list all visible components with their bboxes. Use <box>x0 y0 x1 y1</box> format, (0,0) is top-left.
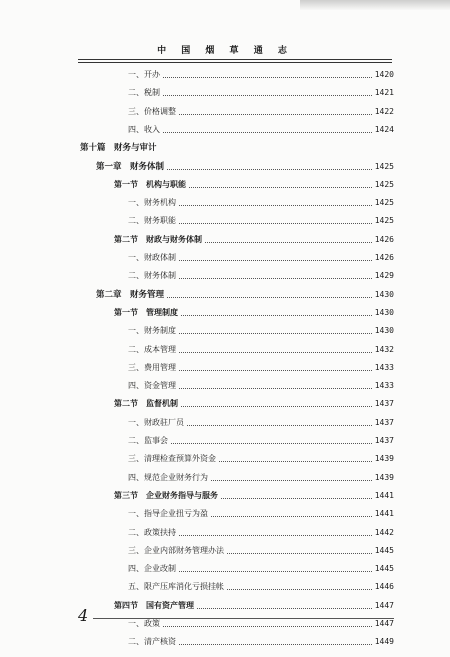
leader-dots <box>171 443 372 444</box>
leader-dots <box>179 370 372 371</box>
leader-dots <box>197 608 372 609</box>
leader-dots <box>179 114 372 115</box>
toc-entry-label: 二、成本管理 <box>128 345 176 354</box>
toc-entry-page: 1442 <box>374 528 394 537</box>
toc-entry-label: 二、财务职能 <box>128 216 176 225</box>
leader-dots <box>227 553 372 554</box>
toc-entry-chapter <box>96 162 394 172</box>
toc-entry-page: 1424 <box>374 125 394 134</box>
toc-entry-item <box>128 473 394 483</box>
toc-entry-item <box>128 546 394 556</box>
leader-dots <box>179 388 372 389</box>
toc-entry-item <box>128 564 394 574</box>
toc-entry-item <box>128 418 394 428</box>
toc-entry-label: 第一节 管理制度 <box>114 308 178 317</box>
leader-dots <box>167 297 372 298</box>
toc-entry-label: 二、清产核资 <box>128 637 176 646</box>
toc-entry-page: 1425 <box>374 216 394 225</box>
toc-entry-item <box>128 436 394 446</box>
toc-entry-label: 一、财务机构 <box>128 198 176 207</box>
toc-entry-page: 1430 <box>374 326 394 335</box>
toc-entry-label: 四、收入 <box>128 125 160 134</box>
toc-entry-label: 三、企业内部财务管理办法 <box>128 546 224 555</box>
toc-entry-item <box>128 216 394 226</box>
leader-dots <box>211 516 372 517</box>
toc-entry-label: 第四节 国有资产管理 <box>114 601 194 610</box>
toc-entry-item <box>128 253 394 263</box>
toc-entry-chapter <box>96 290 394 300</box>
running-header: 中 国 烟 草 通 志 <box>157 46 293 56</box>
toc-entry-item <box>128 345 394 355</box>
toc-entry-label: 第二章 财务管理 <box>96 290 165 300</box>
toc-entry-page: 1447 <box>374 619 394 628</box>
toc-entry-page: 1420 <box>374 70 394 79</box>
leader-dots <box>179 260 372 261</box>
toc-entry-page: 1437 <box>374 399 394 408</box>
toc-entry-label: 四、企业改制 <box>128 564 176 573</box>
leader-dots <box>187 425 372 426</box>
toc-entry-page: 1426 <box>374 235 394 244</box>
leader-dots <box>227 589 372 590</box>
toc-entry-page: 1446 <box>374 582 394 591</box>
toc-entry-item <box>128 326 394 336</box>
toc-entry-item <box>128 582 394 592</box>
leader-dots <box>205 242 372 243</box>
toc-entry-label: 第十篇 财务与审计 <box>80 143 157 153</box>
toc-entry-label: 三、清理检查预算外资金 <box>128 454 216 463</box>
toc-entry-page: 1429 <box>374 271 394 280</box>
toc-entry-item <box>128 271 394 281</box>
toc-entry-item <box>128 381 394 391</box>
toc-entry-section <box>114 235 394 245</box>
leader-dots <box>181 315 372 316</box>
leader-dots <box>163 626 372 627</box>
toc-entry-page: 1432 <box>374 345 394 354</box>
leader-dots <box>163 132 372 133</box>
toc-entry-label: 二、财务体制 <box>128 271 176 280</box>
toc-entry-part <box>80 143 394 153</box>
toc-entry-page: 1437 <box>374 418 394 427</box>
leader-dots <box>179 571 372 572</box>
footer-rule <box>93 618 394 619</box>
toc-entry-page: 1430 <box>374 308 394 317</box>
leader-dots <box>221 498 372 499</box>
toc-entry-item <box>128 454 394 464</box>
leader-dots <box>179 205 372 206</box>
page-number: 4 <box>78 606 89 625</box>
toc-entry-item <box>128 637 394 647</box>
toc-entry-item <box>128 88 394 98</box>
leader-dots <box>181 406 372 407</box>
toc-entry-page: 1425 <box>374 198 394 207</box>
toc-entry-label: 三、费用管理 <box>128 363 176 372</box>
toc-entry-page: 1422 <box>374 107 394 116</box>
toc-entry-page: 1449 <box>374 637 394 646</box>
leader-dots <box>179 535 372 536</box>
leader-dots <box>211 480 372 481</box>
toc-entry-label: 二、监事会 <box>128 436 168 445</box>
leader-dots <box>163 95 372 96</box>
toc-entry-page: 1425 <box>374 180 394 189</box>
toc-entry-page: 1441 <box>374 509 394 518</box>
scan-smudge <box>300 0 450 10</box>
toc-entry-page: 1433 <box>374 363 394 372</box>
toc-entry-page: 1445 <box>374 564 394 573</box>
toc-entry-item <box>128 509 394 519</box>
toc-entry-label: 五、限产压库消化亏损挂帐 <box>128 582 224 591</box>
toc-entry-label: 第一节 机构与职能 <box>114 180 186 189</box>
toc-entry-item <box>128 70 394 80</box>
toc-entry-label: 一、财政驻厂员 <box>128 418 184 427</box>
toc-entry-item <box>128 363 394 373</box>
toc-entry-label: 三、价格调整 <box>128 107 176 116</box>
toc-entry-label: 二、税制 <box>128 88 160 97</box>
toc-entry-section <box>114 308 394 318</box>
leader-dots <box>179 352 372 353</box>
toc-entry-item <box>128 198 394 208</box>
toc-entry-section <box>114 601 394 611</box>
toc-entry-page: 1441 <box>374 491 394 500</box>
toc-entry-page: 1425 <box>374 162 394 171</box>
leader-dots <box>179 644 372 645</box>
header-rule <box>78 59 392 60</box>
toc-entry-page: 1447 <box>374 601 394 610</box>
toc-entry-label: 二、政策扶持 <box>128 528 176 537</box>
toc-entry-page: 1421 <box>374 88 394 97</box>
toc-entry-label: 第二节 监督机制 <box>114 399 178 408</box>
toc-entry-item <box>128 619 394 629</box>
toc-entry-label: 四、资金管理 <box>128 381 176 390</box>
toc-entry-label: 第三节 企业财务指导与服务 <box>114 491 218 500</box>
toc-entry-label: 一、财务制度 <box>128 326 176 335</box>
leader-dots <box>167 169 372 170</box>
toc-entry-page: 1445 <box>374 546 394 555</box>
leader-dots <box>179 333 372 334</box>
toc-entry-label: 一、政策 <box>128 619 160 628</box>
toc-entry-item <box>128 125 394 135</box>
toc-entry-item <box>128 528 394 538</box>
toc-entry-page: 1439 <box>374 454 394 463</box>
toc-entry-section <box>114 399 394 409</box>
leader-dots <box>179 278 372 279</box>
leader-dots <box>219 461 372 462</box>
toc-entry-page: 1437 <box>374 436 394 445</box>
toc-entry-section <box>114 180 394 190</box>
toc-entry-section <box>114 491 394 501</box>
leader-dots <box>189 187 372 188</box>
toc-entry-label: 第一章 财务体制 <box>96 162 165 172</box>
toc-entry-item <box>128 107 394 117</box>
toc-entry-page: 1439 <box>374 473 394 482</box>
leader-dots <box>179 223 372 224</box>
toc-entry-page: 1426 <box>374 253 394 262</box>
toc-entry-page: 1433 <box>374 381 394 390</box>
toc-entry-label: 第二节 财政与财务体制 <box>114 235 202 244</box>
leader-dots <box>163 77 372 78</box>
toc-entry-label: 一、指导企业扭亏为盈 <box>128 509 208 518</box>
header-rule <box>78 62 392 63</box>
toc-entry-label: 一、财政体制 <box>128 253 176 262</box>
toc-entry-label: 四、规范企业财务行为 <box>128 473 208 482</box>
toc-entry-label: 一、开办 <box>128 70 160 79</box>
toc-entry-page: 1430 <box>374 290 394 299</box>
